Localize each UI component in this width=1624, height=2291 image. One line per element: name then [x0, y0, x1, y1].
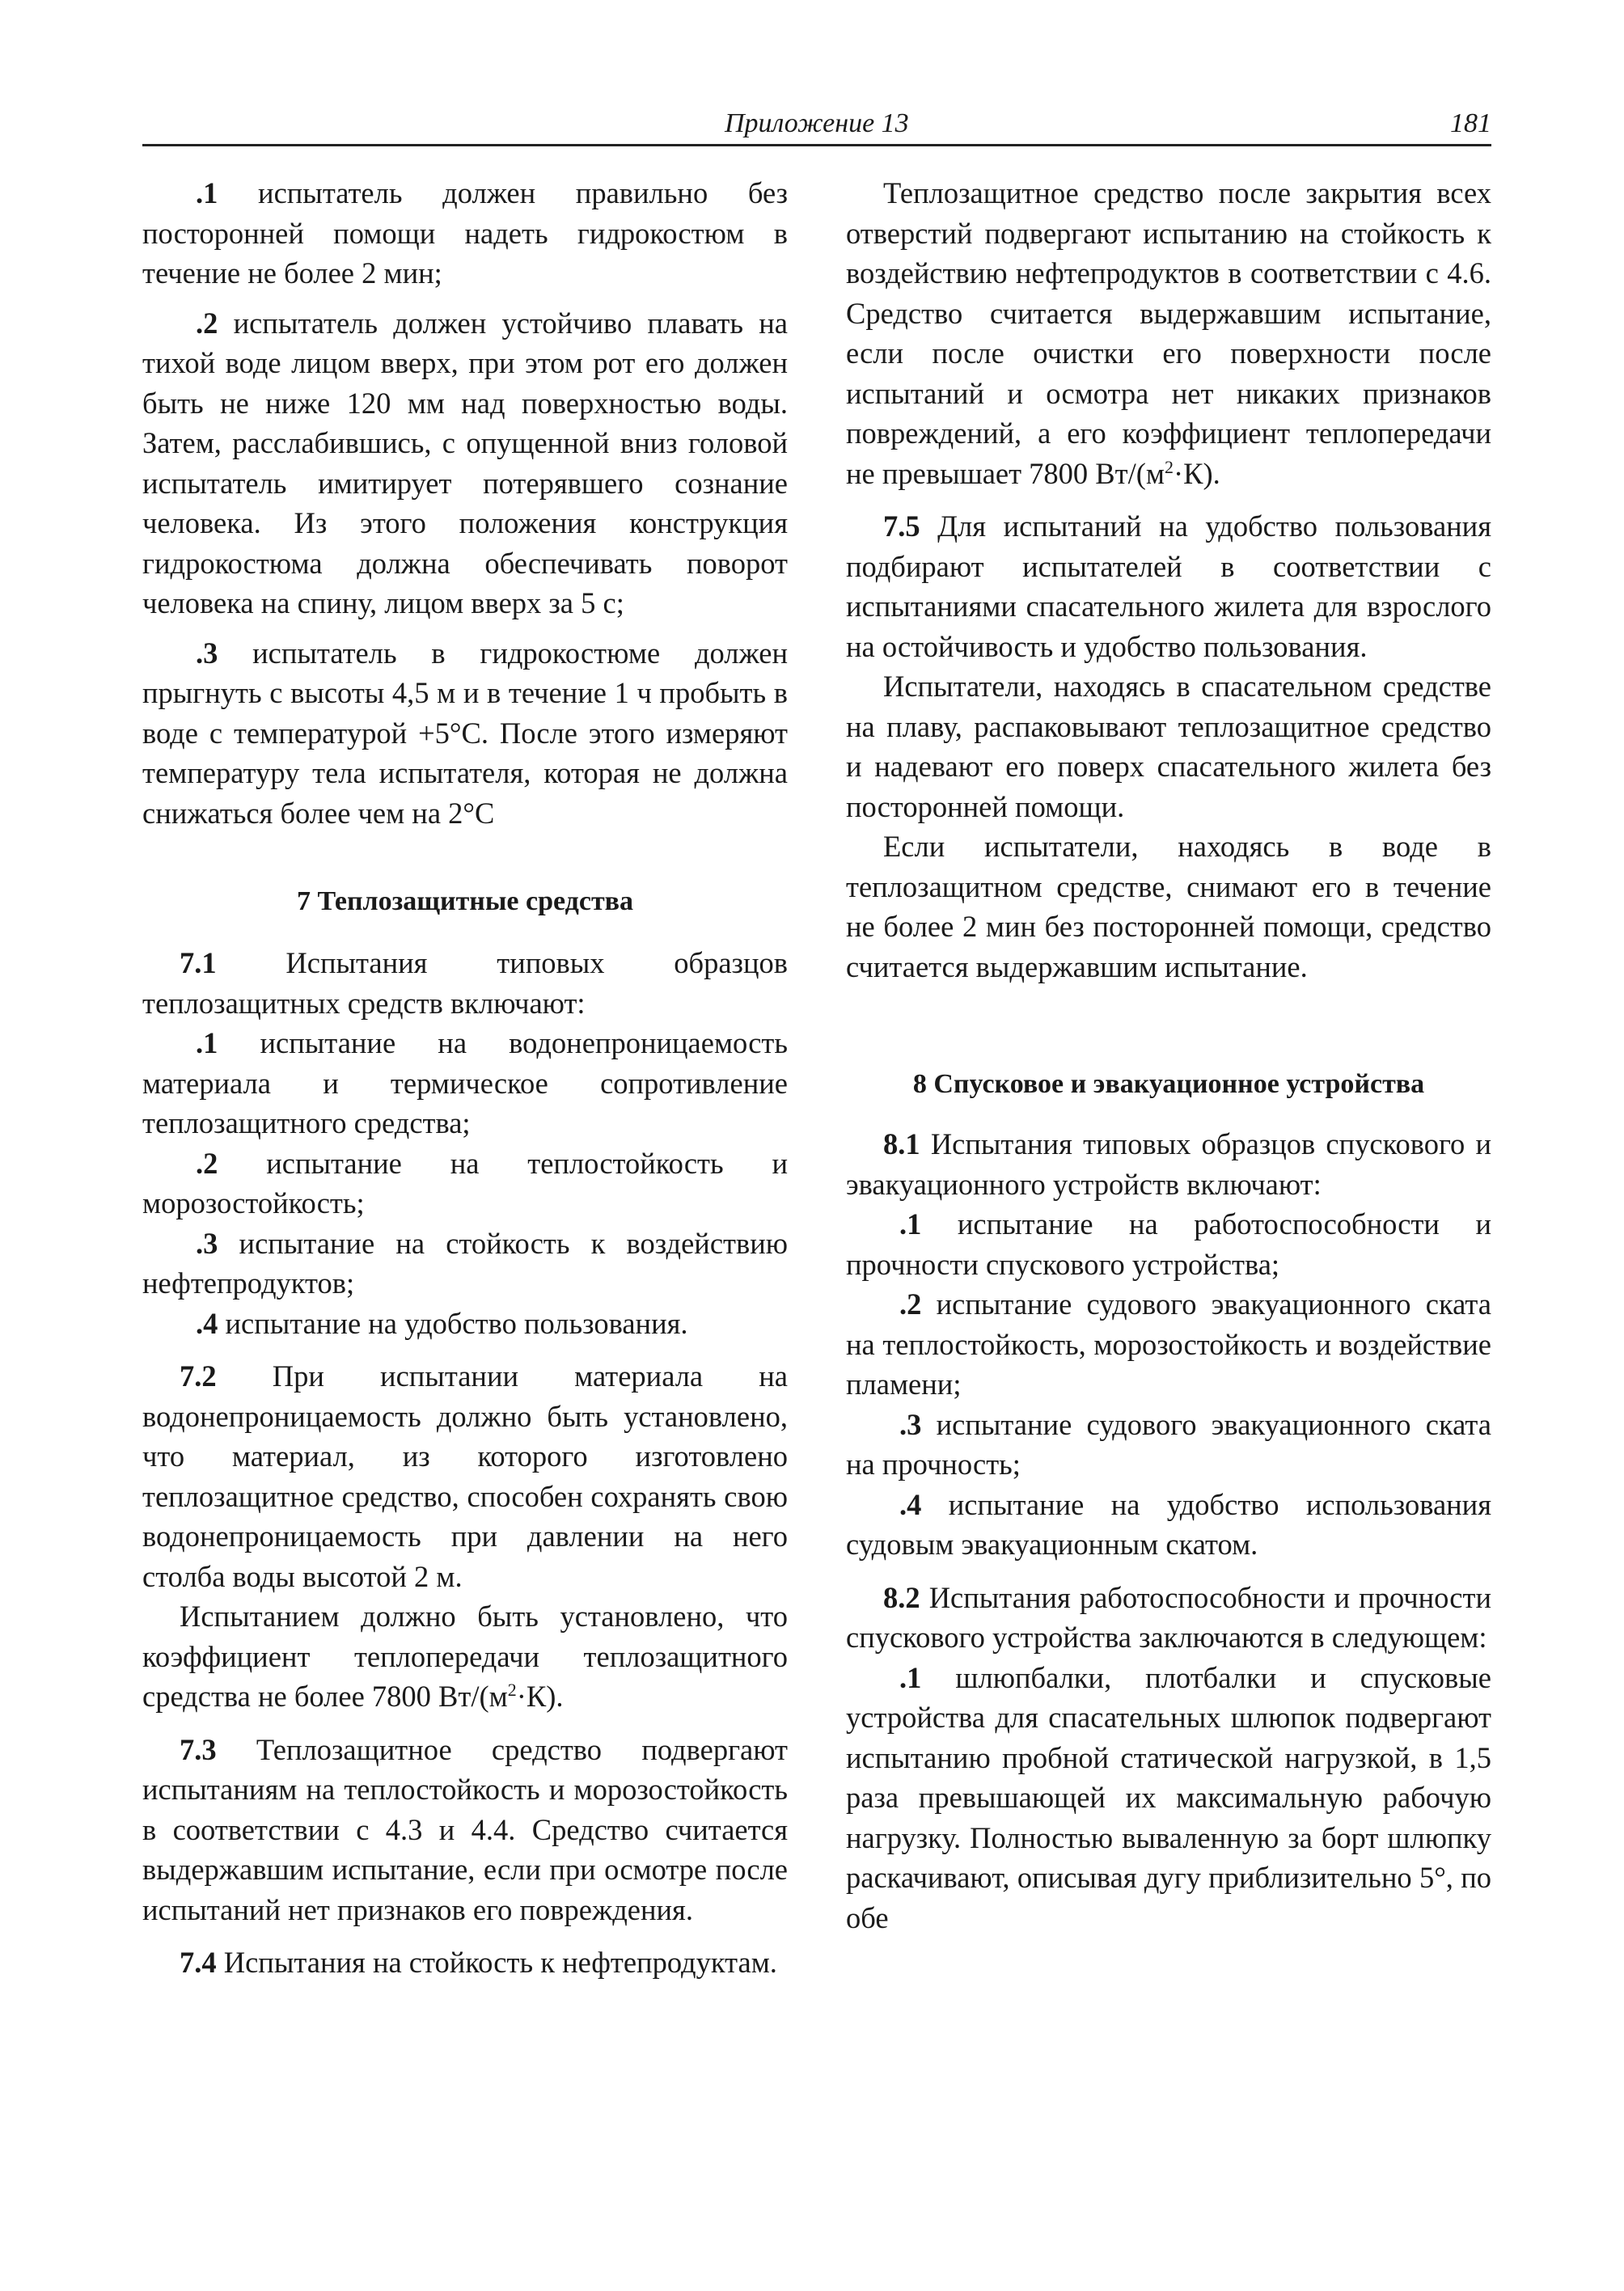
clause-text: Испытания типовых образцов спускового и эвакуационного устройств включают:: [846, 1127, 1491, 1201]
clause-text: Теплозащитное средство подвергают испытаниям на теплостойкость и морозостойкость в соответствии с 4.3 и 4.4. Средство считается выдержавшим испытание, если при осмотре после испытаний нет признаков его повреждения.: [142, 1732, 788, 1926]
item-number: .4: [196, 1306, 218, 1340]
section-heading-8: 8 Спусковое и эвакуационное устройства: [912, 1069, 1425, 1099]
clause-number: 7.5: [883, 509, 920, 543]
item-number: .3: [196, 1226, 218, 1260]
list-item: [142, 303, 788, 623]
paragraph-8-2: [846, 1578, 1491, 1658]
list-item: [846, 1658, 1491, 1938]
running-title: Приложение 13: [725, 108, 909, 138]
clause-text: При испытании материала на водонепроницаемость должно быть установлено, что материал, из которого изготовлено теплозащитное средство, способен сохранять свою водонепроницаемость при давлении на него столба воды высотой 2 м.: [142, 1359, 789, 1593]
item-number: .2: [899, 1287, 922, 1321]
text-run: Теплозащитное средство после закрытия всех отверстий подвергают испытанию на стойкость к воздействию нефтепродуктов в соответствии с 4.6. Средство считается выдержавшим испытание, если после очистки его поверхности после испытаний и осмотра нет никаких признаков повреждений, а его коэффициент теплопередачи не превышает 7800 Вт/(м: [846, 176, 1491, 490]
paragraph-7-4-cont: [846, 173, 1491, 493]
superscript: 2: [507, 1679, 517, 1700]
paragraph-7-5: [846, 506, 1491, 666]
paragraph-7-1: [142, 943, 788, 1023]
superscript: 2: [1165, 456, 1174, 477]
item-text: испытание на стойкость к воздействию нефтепродуктов;: [142, 1226, 789, 1300]
item-number: .3: [899, 1407, 922, 1441]
item-number: .4: [899, 1487, 922, 1521]
item-text: испытатель в гидрокостюме должен прыгнуть с высоты 4,5 м и в течение 1 ч пробыть в воде с температурой +5°С. После этого измеряют температуру тела испытателя, которая не должна снижаться более чем на 2°С: [142, 636, 788, 830]
paragraph-7-5-c: Если испытатели, находясь в воде в теплозащитном средстве, снимают его в течение не более 2 мин без посторонней помощи, средство считается выдержавшим испытание.: [846, 830, 1491, 983]
clause-number: 7.4: [180, 1946, 217, 1979]
clause-text: Испытания работоспособности и прочности спускового устройства заключаются в следующем:: [846, 1580, 1491, 1654]
list-item: [846, 1284, 1491, 1405]
text-run: ·К).: [516, 1680, 564, 1713]
section-heading-7: 7 Теплозащитные средства: [296, 886, 634, 916]
clause-text: Испытания типовых образцов теплозащитных средств включают:: [142, 946, 788, 1020]
item-text: испытатель должен устойчиво плавать на тихой воде лицом вверх, при этом рот его должен быть не ниже 120 мм над поверхностью воды. Затем, расслабившись, с опущенной вниз головой испытатель имитирует потерявшего сознание человека. Из этого положения конструкция гидрокостюма должна обеспечивать поворот человека на спину, лицом вверх за 5 с;: [142, 306, 788, 619]
paragraph-7-3: [142, 1730, 788, 1930]
paragraph-7-2-b: [142, 1596, 788, 1717]
item-text: испытание на удобство пользования.: [225, 1306, 688, 1340]
right-column: [846, 173, 1491, 1938]
clause-number: 7.2: [180, 1359, 217, 1393]
clause-number: 8.1: [883, 1127, 920, 1160]
paragraph-7-4: [142, 1942, 788, 1983]
list-item: [846, 1405, 1491, 1485]
item-number: .1: [899, 1207, 922, 1241]
list-item: [142, 173, 788, 294]
list-item: [142, 633, 788, 834]
item-text: испытатель должен правильно без посторонней помощи надеть гидрокостюм в течение не более 2 мин;: [142, 176, 789, 290]
clause-number: 8.2: [883, 1580, 920, 1614]
clause-number: 7.1: [180, 946, 217, 979]
paragraph-7-5-b: Испытатели, находясь в спасательном средстве на плаву, распаковывают теплозащитное средство и надевают его поверх спасательного жилета без посторонней помощи.: [846, 670, 1491, 823]
item-text: испытание на водонепроницаемость материала и термическое сопротивление теплозащитного средства;: [142, 1026, 788, 1139]
item-number: .1: [899, 1660, 922, 1694]
left-column: [142, 173, 788, 1983]
list-item: [142, 1304, 788, 1344]
item-number: .3: [196, 636, 218, 670]
list-item: [142, 1143, 788, 1224]
item-text: испытание на теплостойкость и морозостойкость;: [142, 1146, 788, 1219]
item-number: .1: [196, 1026, 218, 1059]
item-text: испытание судового эвакуационного ската на прочность;: [846, 1407, 1491, 1481]
item-text: шлюпбалки, плотбалки и спусковые устройства для спасательных шлюпок подвергают испытанию пробной статической нагрузкой, в 1,5 раза превышающей их максимальную рабочую нагрузку. Полностью вываленную за борт шлюпку раскачивают, описывая дугу приблизительно 5°, по обе: [846, 1660, 1492, 1934]
item-number: .2: [196, 1146, 218, 1180]
item-number: .2: [196, 306, 218, 340]
text-run: ·К).: [1173, 456, 1220, 490]
clause-text: Для испытаний на удобство пользования подбирают испытателей в соответствии с испытаниями спасательного жилета для взрослого на остойчивость и удобство пользования.: [846, 509, 1492, 663]
clause-number: 7.3: [180, 1732, 217, 1766]
page-number: 181: [1450, 108, 1491, 138]
text-run: Испытанием должно быть установлено, что коэффициент теплопередачи теплозащитного средства не более 7800 Вт/(м: [142, 1600, 788, 1713]
item-text: испытание на удобство использования судовым эвакуационным скатом.: [846, 1487, 1492, 1561]
list-item: [846, 1204, 1491, 1284]
item-text: испытание на работоспособности и прочности спускового устройства;: [846, 1207, 1491, 1281]
list-item: [142, 1023, 788, 1143]
list-item: [142, 1224, 788, 1304]
item-number: .1: [196, 176, 218, 209]
paragraph-7-2: [142, 1356, 788, 1596]
clause-text: Испытания на стойкость к нефтепродуктам.: [223, 1946, 777, 1979]
list-item: [846, 1485, 1491, 1565]
item-text: испытание судового эвакуационного ската на теплостойкость, морозостойкость и воздействие пламени;: [846, 1287, 1491, 1401]
paragraph-8-1: [846, 1124, 1491, 1204]
page-header: [142, 108, 1491, 146]
